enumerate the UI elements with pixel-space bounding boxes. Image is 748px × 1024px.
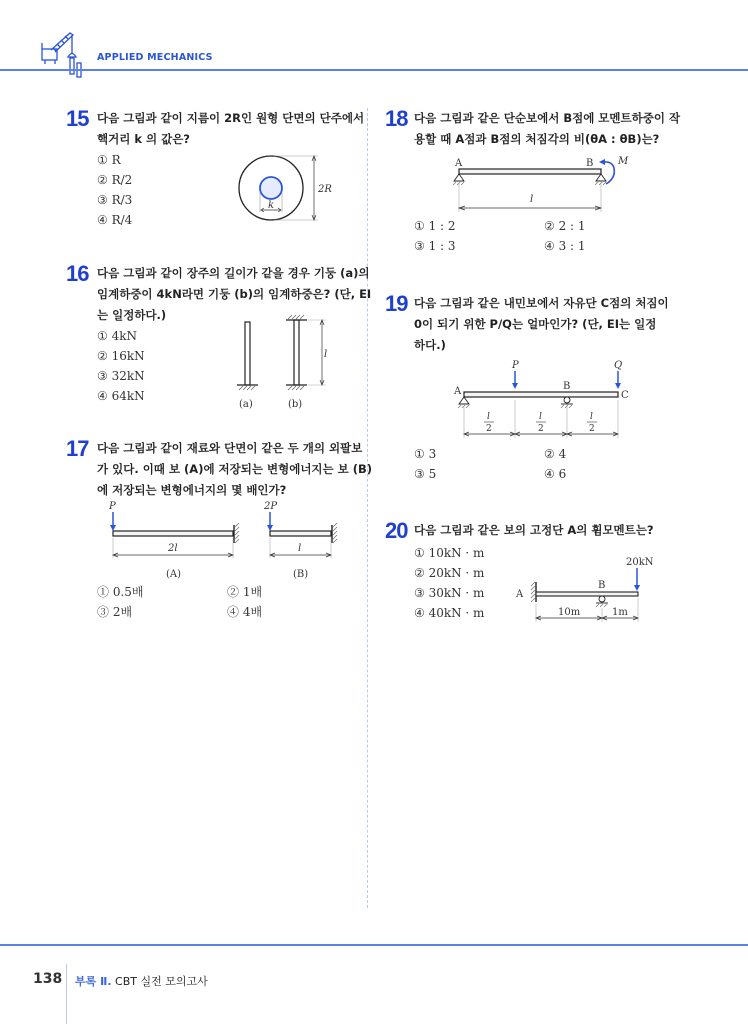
option-1[interactable]: ① 4kN [97, 329, 137, 343]
svg-text:P: P [512, 360, 519, 371]
option-2[interactable]: ② R/2 [97, 173, 133, 187]
option-1[interactable]: ① R [97, 153, 121, 167]
option-2[interactable]: ② 1배 [227, 585, 263, 599]
svg-text:2P: 2P [264, 501, 278, 512]
section-title [75, 973, 208, 989]
svg-text:20kN: 20kN [626, 557, 654, 568]
option-2[interactable]: ② 2 : 1 [544, 219, 586, 233]
svg-text:l: l [530, 194, 534, 205]
options [97, 326, 145, 406]
options [97, 582, 367, 622]
question-text: 다음 그림과 같이 재료와 단면이 같은 두 개의 외팔보 가 있다. 이때 보 (A)에 저장되는 변형에너지는 보 (B) 에 저장되는 변형에너지의 몇 배인가? [97, 441, 373, 497]
option-4[interactable]: ④ 64kN [97, 389, 145, 403]
footer-divider [0, 944, 748, 946]
question-number: 20 [385, 518, 408, 543]
svg-text:A: A [454, 386, 462, 397]
question-number: 18 [385, 106, 408, 131]
svg-text:1m: 1m [612, 607, 628, 618]
option-4[interactable]: ④ 6 [544, 467, 567, 481]
brand-title: APPLIED MECHANICS [97, 52, 213, 63]
option-3[interactable]: ③ R/3 [97, 193, 133, 207]
svg-text:(B): (B) [293, 569, 309, 580]
svg-text:Q: Q [614, 360, 623, 371]
svg-text:C: C [621, 390, 629, 401]
svg-text:2: 2 [538, 424, 544, 434]
svg-text:l: l [590, 412, 593, 422]
options [414, 444, 684, 484]
svg-text:k: k [268, 200, 275, 211]
option-1[interactable]: ① 10kN · m [414, 546, 485, 560]
svg-text:A: A [516, 589, 524, 600]
svg-text:l: l [539, 412, 542, 422]
svg-text:2l: 2l [168, 543, 178, 554]
question-text: 다음 그림과 같이 장주의 길이가 같을 경우 기둥 (a)의 임계하중이 4kN라면 기둥 (b)의 임계하중은? (단, EI 는 일정하다.) [97, 266, 372, 322]
option-2[interactable]: ② 4 [544, 447, 567, 461]
option-1[interactable]: ① 0.5배 [97, 585, 144, 599]
option-3[interactable]: ③ 32kN [97, 369, 145, 383]
option-1[interactable]: ① 3 [414, 447, 437, 461]
question-number: 19 [385, 291, 408, 316]
question-number: 16 [66, 261, 89, 286]
crane-icon [36, 30, 86, 80]
svg-text:(a): (a) [239, 399, 253, 410]
svg-text:P: P [109, 501, 116, 512]
svg-text:(A): (A) [166, 569, 182, 580]
option-2[interactable]: ② 16kN [97, 349, 145, 363]
circular-section-figure [232, 152, 342, 227]
svg-text:l: l [298, 543, 302, 554]
column-divider [367, 108, 368, 908]
svg-text:(b): (b) [288, 399, 303, 410]
option-2[interactable]: ② 20kN · m [414, 566, 485, 580]
header-divider [0, 69, 748, 71]
svg-text:10m: 10m [558, 607, 581, 618]
option-4[interactable]: ④ R/4 [97, 213, 133, 227]
option-3[interactable]: ③ 1 : 3 [414, 239, 456, 253]
svg-text:l: l [487, 412, 490, 422]
question-text: 다음 그림과 같은 단순보에서 B점에 모멘트하중이 작 용할 때 A점과 B점의 처짐각의 비(θA : θB)는? [414, 111, 681, 146]
option-3[interactable]: ③ 5 [414, 467, 437, 481]
options [414, 216, 684, 256]
question-text: 다음 그림과 같이 지름이 2R인 원형 단면의 단주에서 핵거리 k 의 값은? [97, 111, 365, 146]
option-4[interactable]: ④ 40kN · m [414, 606, 485, 620]
svg-text:l: l [324, 349, 328, 360]
simple-beam-figure [450, 156, 640, 216]
svg-text:M: M [618, 156, 629, 167]
section-prefix: 부록 Ⅱ. [75, 975, 112, 988]
question-text: 다음 그림과 같은 보의 고정단 A의 휨모멘트는? [414, 523, 654, 537]
page-number: 138 [33, 971, 63, 987]
question-text: 다음 그림과 같은 내민보에서 자유단 C점의 처짐이 0이 되기 위한 P/Q는 얼마인가? (단, EI는 일정 하다.) [414, 296, 669, 352]
svg-text:2: 2 [589, 424, 595, 434]
columns-figure [230, 312, 340, 412]
options [97, 150, 132, 230]
svg-text:B: B [563, 381, 571, 392]
option-3[interactable]: ③ 2배 [97, 605, 133, 619]
cantilever-beams-figure [100, 496, 350, 582]
svg-text:B: B [598, 580, 606, 591]
question-number: 17 [66, 436, 89, 461]
section-name: CBT 실전 모의고사 [115, 975, 208, 988]
svg-text:2: 2 [486, 424, 492, 434]
footer-separator [66, 964, 67, 1024]
propped-cantilever-figure [512, 552, 662, 624]
question-number: 15 [66, 106, 89, 131]
option-4[interactable]: ④ 3 : 1 [544, 239, 586, 253]
option-4[interactable]: ④ 4배 [227, 605, 263, 619]
option-3[interactable]: ③ 30kN · m [414, 586, 485, 600]
overhang-beam-figure [450, 356, 640, 440]
svg-text:2R: 2R [318, 184, 332, 195]
options [414, 543, 484, 623]
option-1[interactable]: ① 1 : 2 [414, 219, 456, 233]
svg-text:B: B [586, 158, 594, 169]
svg-text:A: A [455, 158, 463, 169]
